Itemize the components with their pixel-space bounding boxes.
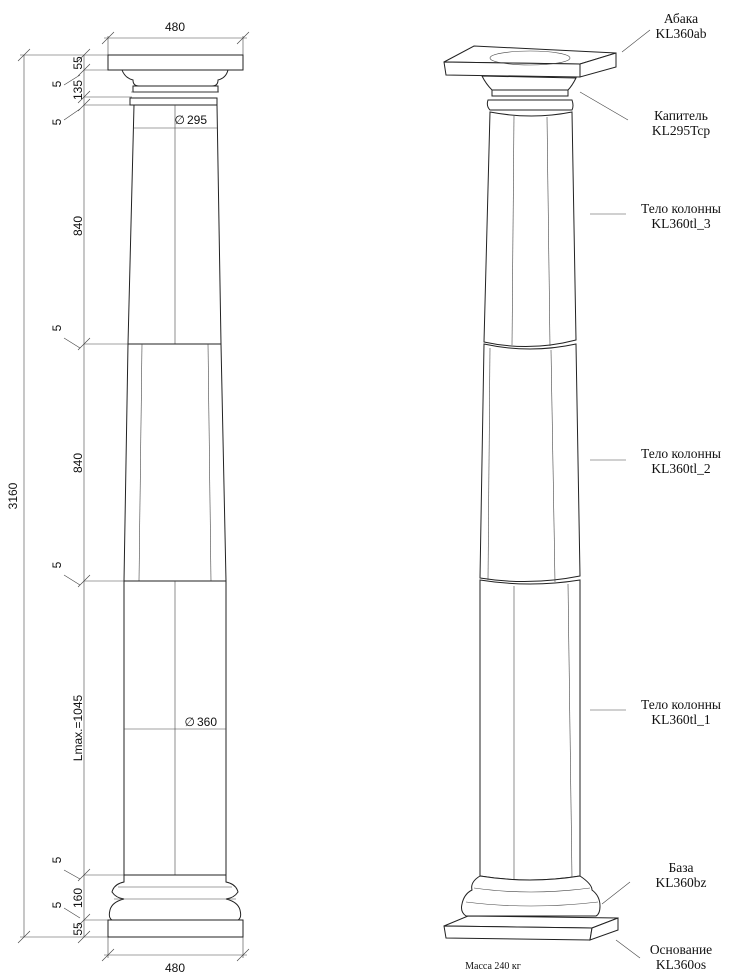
label-plinth-title: Основание — [649, 942, 713, 957]
label-shaft2-title: Тело колонны — [640, 446, 722, 461]
dim-base: 160 — [71, 887, 85, 909]
dim-gap-6: 5 — [50, 901, 64, 909]
persp-base — [462, 876, 601, 916]
label-plinth-code: KL360os — [655, 957, 707, 972]
diameter-symbol-top: ∅ — [174, 113, 185, 127]
dim-shaft-2: 840 — [71, 452, 85, 474]
front-capital — [122, 70, 228, 86]
dim-capital: 135 — [71, 79, 85, 101]
dim-shaft-1: Lmax.=1045 — [71, 694, 85, 762]
label-shaft3-code: KL360tl_3 — [651, 216, 711, 231]
label-shaft1-title: Тело колонны — [640, 697, 722, 712]
persp-shaft-2 — [480, 344, 580, 582]
front-view — [6, 20, 249, 975]
dim-gap-4: 5 — [50, 561, 64, 569]
label-shaft3-title: Тело колонны — [640, 201, 722, 216]
label-base-code: KL360bz — [655, 875, 707, 890]
perspective-view — [444, 11, 721, 972]
dim-abacus: 55 — [71, 56, 85, 70]
diameter-bottom-label: 360 — [197, 715, 218, 729]
front-abacus — [108, 55, 243, 70]
dim-gap-3: 5 — [50, 324, 64, 332]
label-abacus-code: KL360ab — [655, 26, 707, 41]
front-base — [109, 875, 240, 920]
persp-leaders — [580, 30, 650, 958]
front-shaft-3 — [128, 105, 221, 344]
front-plinth — [108, 920, 243, 937]
label-shaft1-code: KL360tl_1 — [651, 712, 711, 727]
dim-gap-1: 5 — [50, 80, 64, 88]
dim-gap-5: 5 — [50, 856, 64, 864]
mass-note: Масса 240 кг — [465, 961, 521, 972]
label-shaft2-code: KL360tl_2 — [651, 461, 711, 476]
label-base-title: База — [668, 860, 694, 875]
label-capital-title: Капитель — [654, 108, 708, 123]
diameter-top-label: 295 — [187, 113, 208, 127]
label-abacus-title: Абака — [663, 11, 699, 26]
bottom-width-label: 480 — [164, 961, 186, 975]
persp-capital — [482, 76, 576, 90]
label-capital-code: KL295Tcp — [651, 123, 711, 138]
persp-shaft-1 — [480, 580, 580, 880]
dim-shaft-3: 840 — [71, 215, 85, 237]
persp-shaft-3 — [484, 112, 576, 347]
top-width-label: 480 — [164, 20, 186, 34]
dim-gap-2: 5 — [50, 118, 64, 126]
dim-plinth: 55 — [71, 922, 85, 936]
diameter-symbol-bottom: ∅ — [184, 715, 195, 729]
total-height-label: 3160 — [6, 482, 20, 510]
